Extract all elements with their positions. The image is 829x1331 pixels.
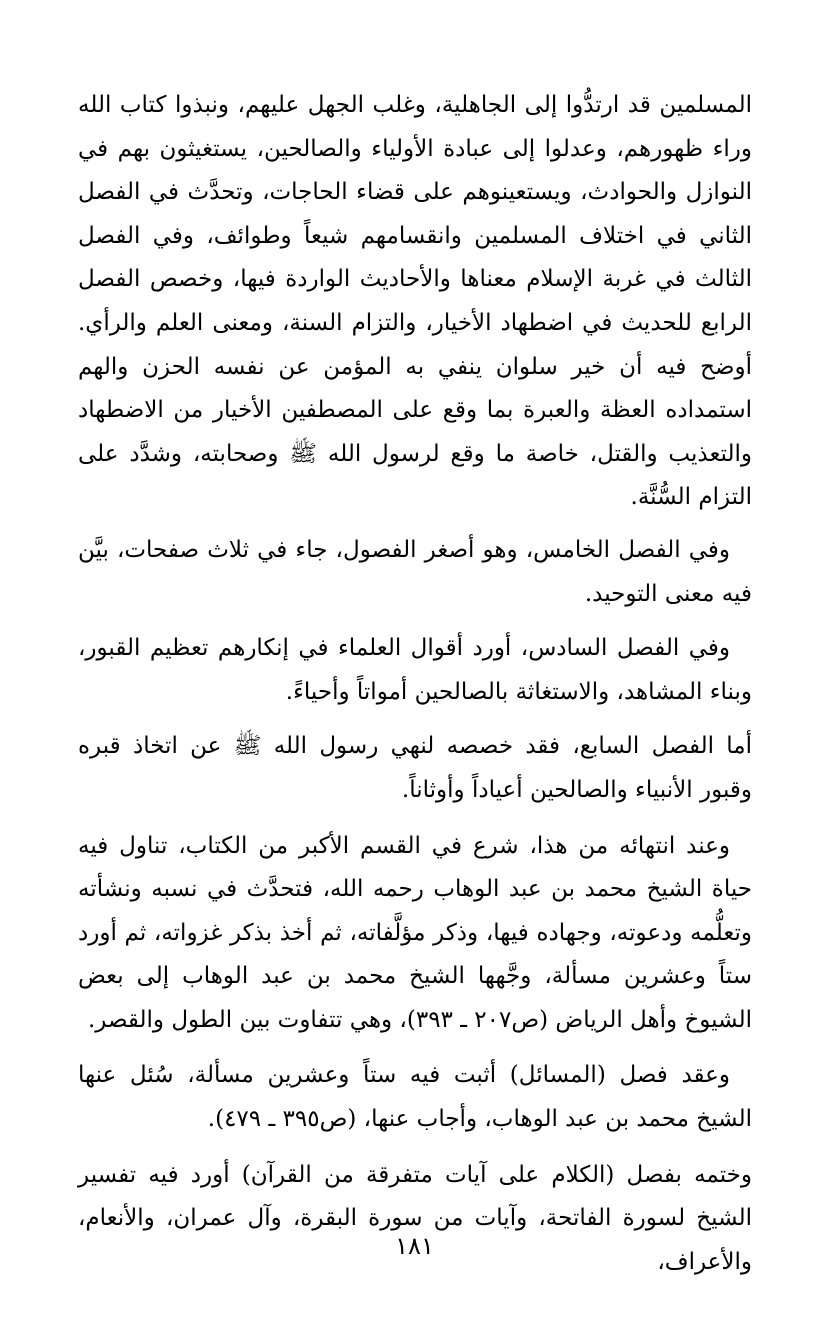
paragraph-quran-verses-section: وختمه بفصل (الكلام على آيات متفرقة من القرآن) أورد فيه تفسير الشيخ لسورة الفاتحة، وآيات من سورة البقرة، وآل عمران، والأنعام، والأعراف، xyxy=(78,1161,752,1275)
page-number: ١٨١ xyxy=(395,1232,434,1260)
paragraph-biography-section: وعند انتهائه من هذا، شرع في القسم الأكبر من الكتاب، تناول فيه حياة الشيخ محمد بن عبد الوهاب رحمه الله، فتحدَّث في نسبه ونشأته وتعلُّمه ودعوته، وجهاده فيها، وذكر مؤلَّفاته، ثم أخذ بذكر غزواته، ثم أورد ستاً وعشرين مسألة، وجَّهها الشيخ محمد بن عبد الوهاب إلى بعض الشيوخ وأهل الرياض (ص٢٠٧ ـ ٣٩٣)، وهي تتفاوت بين الطول والقصر. xyxy=(78,832,752,1033)
paragraph-issues-section: وعقد فصل (المسائل) أثبت فيه ستاً وعشرين مسألة، سُئل عنها الشيخ محمد بن عبد الوهاب، وأجاب عنها، (ص٣٩٥ ـ ٤٧٩). xyxy=(78,1062,752,1133)
paragraph-chapter-five: وفي الفصل الخامس، وهو أصغر الفصول، جاء في ثلاث صفحات، بيَّن فيه معنى التوحيد. xyxy=(78,536,752,607)
page-body xyxy=(78,84,752,1284)
paragraph-chapters-overview: المسلمين قد ارتدُّوا إلى الجاهلية، وغلب الجهل عليهم، ونبذوا كتاب الله وراء ظهورهم، وعدلوا إلى عبادة الأولياء والصالحين، يستغيثون بهم في النوازل والحوادث، ويستعينوهم على قضاء الحاجات، وتحدَّث في الفصل الثاني في اختلاف المسلمين وانقسامهم شيعاً وطوائف، وفي الفصل الثالث في غربة الإسلام معناها والأحاديث الواردة فيها، وخصص الفصل الرابع للحديث في اضطهاد الأخيار، والتزام السنة، ومعنى العلم والرأي. أوضح فيه أن خير سلوان ينفي به المؤمن عن نفسه الحزن والهم استمداده العظة والعبرة بما وقع على المصطفين الأخيار من الاضطهاد والتعذيب والقتل، خاصة ما وقع لرسول الله ﷺ وصحابته، وشدَّد على التزام السُّنَّة. xyxy=(78,92,752,511)
paragraph-chapter-seven: أما الفصل السابع، فقد خصصه لنهي رسول الله ﷺ عن اتخاذ قبره وقبور الأنبياء والصالحين أعياداً وأوثاناً. xyxy=(78,733,752,803)
paragraph-chapter-six: وفي الفصل السادس، أورد أقوال العلماء في إنكارهم تعظيم القبور، وبناء المشاهد، والاستغاثة بالصالحين أمواتاً وأحياءً. xyxy=(78,635,752,705)
